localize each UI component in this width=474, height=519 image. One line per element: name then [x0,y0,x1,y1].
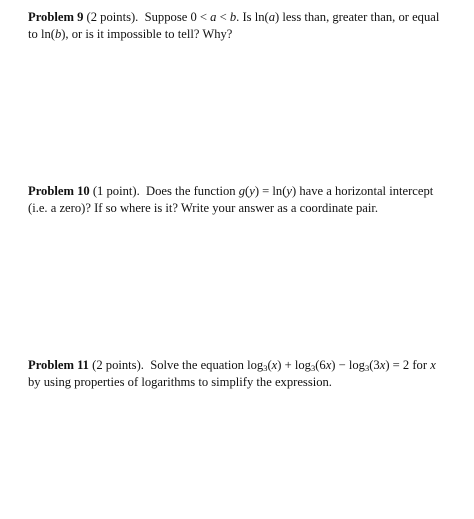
problem-10-label: Problem 10 [28,184,90,198]
problem-9-label: Problem 9 [28,10,84,24]
problem-9-points: (2 points). [86,10,139,24]
problem-11 [28,357,448,391]
problem-11-label: Problem 11 [28,358,89,372]
problem-9-line-1 [28,9,448,26]
problem-10-line-2: (i.e. a zero)? If so where is it? Write your answer as a coordinate pair. [28,201,378,215]
problem-11-line-2: by using properties of logarithms to simplify the expression. [28,375,332,389]
problem-10 [28,183,448,217]
problem-10-line-1 [28,183,448,200]
problem-10-text: Does the function g(y) = ln(y) have a horizontal intercept [142,184,434,198]
problem-9-line-2: to ln(b), or is it impossible to tell? Why? [28,27,233,41]
problem-9 [28,9,448,43]
problem-10-points: (1 point). [92,184,140,198]
problem-11-points: (2 points). [92,358,144,372]
problem-9-text: Suppose 0 < a < b. Is ln(a) less than, greater than, or equal [141,10,440,24]
problem-11-text: Solve the equation $\log_3(x) + \log_3(6x) - \log_3(3x) = 2$ for x [147,358,436,373]
problem-11-line-1 [28,357,448,374]
